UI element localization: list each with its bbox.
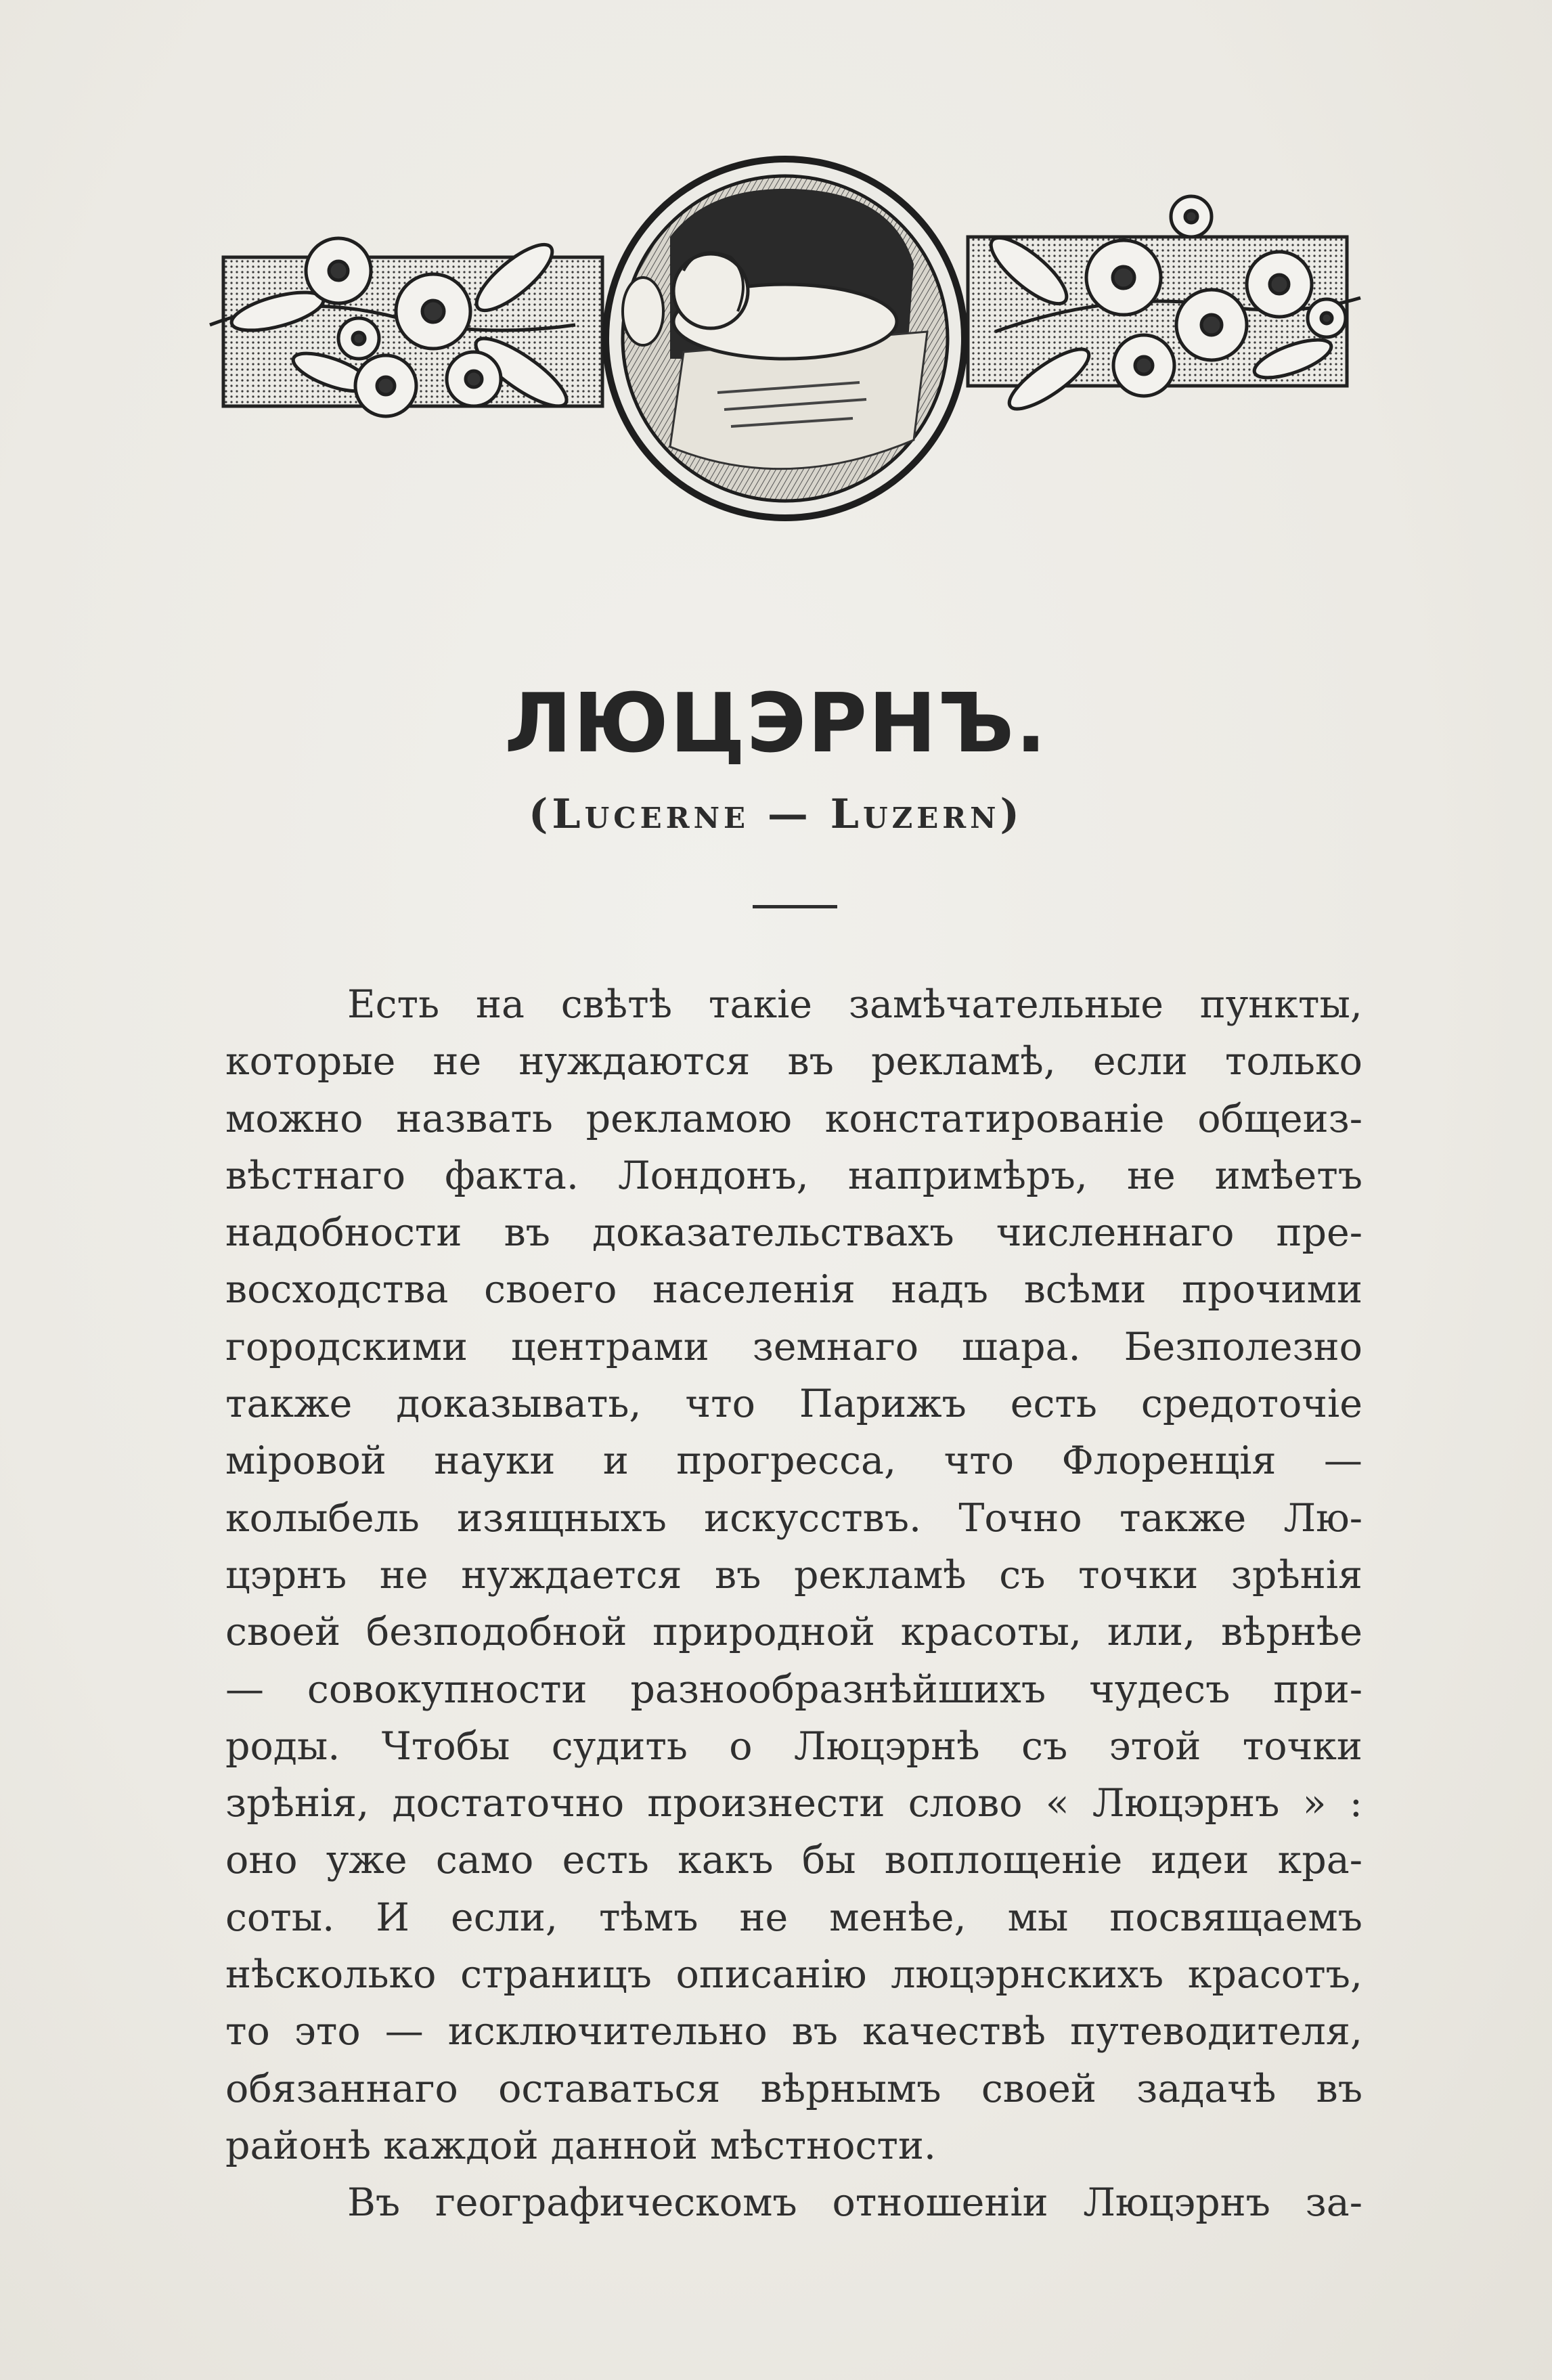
text-line: соты. И если, тѣмъ не менѣе, мы посвящаемъ [225, 1895, 1362, 1940]
text-line: — совокупности разнообразнѣйшихъ чудесъ при- [225, 1667, 1362, 1712]
text-line: оно уже само есть какъ бы воплощеніе идеи кра- [225, 1838, 1362, 1883]
text-line: своей безподобной природной красоты, или, вѣрнѣе [225, 1610, 1362, 1655]
page-subtitle: (Lucerne — Luzern) [529, 791, 1023, 838]
text-line: надобности въ доказательствахъ численнаго пре- [225, 1210, 1362, 1256]
text-line: колыбель изящныхъ искусствъ. Точно также Лю- [225, 1495, 1362, 1541]
body-text [225, 976, 1362, 2232]
text-line: восходства своего населенія надъ всѣми прочими [225, 1267, 1362, 1313]
text-line: районѣ каждой данной мѣстности. [225, 2123, 937, 2168]
text-line: зрѣнія, достаточно произнести слово « Люцэрнъ » : [225, 1781, 1362, 1826]
text-line: которые не нуждаются въ рекламѣ, если только [225, 1039, 1362, 1084]
text-line: нѣсколько страницъ описанію люцэрнскихъ красотъ, [225, 1952, 1362, 1998]
text-line: Въ географическомъ отношеніи Люцэрнъ за- [347, 2180, 1362, 2226]
text-line: Есть на свѣтѣ такіе замѣчательные пункты, [347, 982, 1362, 1027]
lion-medallion [606, 159, 965, 518]
text-line: обязаннаго оставаться вѣрнымъ своей задачѣ въ [225, 2066, 1362, 2111]
ornamental-headpiece [196, 156, 1374, 521]
page-title: ЛЮЦЭРНЪ. [504, 677, 1048, 771]
text-line: также доказывать, что Парижъ есть средоточіе [225, 1382, 1362, 1427]
text-line: можно назвать рекламою констатированіе общеиз- [225, 1096, 1362, 1141]
text-line: цэрнъ не нуждается въ рекламѣ съ точки зрѣнія [225, 1552, 1362, 1597]
text-line: вѣстнаго факта. Лондонъ, напримѣръ, не имѣетъ [225, 1153, 1362, 1198]
text-line: то это — исключительно въ качествѣ путеводителя, [225, 2009, 1362, 2054]
text-line: роды. Чтобы судить о Люцэрнѣ съ этой точки [225, 1723, 1362, 1769]
text-line: міровой науки и прогресса, что Флоренція — [225, 1438, 1362, 1484]
text-line: городскими центрами земнаго шара. Безполезно [225, 1324, 1362, 1369]
title-divider [753, 905, 837, 908]
